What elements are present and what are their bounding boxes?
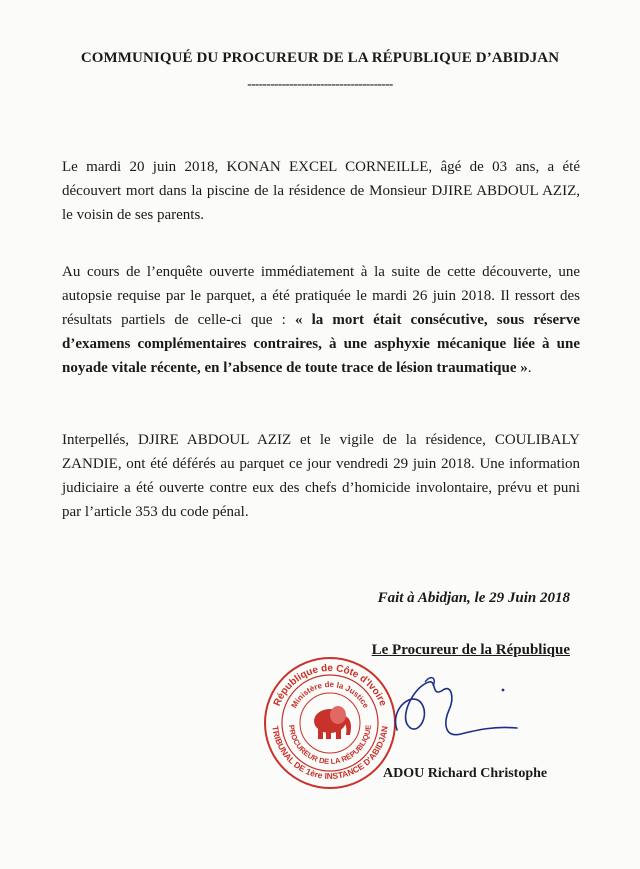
signatory-title: Le Procureur de la République bbox=[371, 642, 570, 658]
stamp-lower-text: TRIBUNAL DE 1ère INSTANCE D'ABIDJAN bbox=[270, 725, 390, 782]
signatory-name: ADOU Richard Christophe bbox=[383, 766, 548, 781]
stamp-center-text: PROCUREUR DE LA RÉPUBLIQUE bbox=[286, 724, 374, 767]
elephant-emblem-icon bbox=[314, 706, 351, 739]
document-title: COMMUNIQUÉ DU PROCUREUR DE LA RÉPUBLIQUE D’ABIDJAN bbox=[80, 50, 560, 66]
paragraph-autopsy-intro: Au cours de l’enquête ouverte immédiatement à la suite de cette découverte, une autopsie requise par le parquet, a été pratiquée le mardi 26 juin 2018. Il ressort des résultats partiels de celle-ci que : bbox=[62, 264, 580, 328]
autopsy-quote: « la mort était consécutive, sous réserve d’examens complémentaires contraires, à une asphyxie mécanique liée à une noyade vitale récente, en l’absence de toute trace de lésion traumatique » bbox=[62, 312, 580, 376]
official-stamp bbox=[262, 655, 398, 791]
paragraph-arrests: Interpellés, DJIRE ABDOUL AZIZ et le vigile de la résidence, COULIBALY ZANDIE, ont été déférés au parquet ce jour vendredi 29 juin 2018. Une information judiciaire a été ouverte contre eux des chefs d’homicide involontaire, prévu et puni par l’article 353 du code pénal. bbox=[62, 432, 580, 520]
place-date: Fait à Abidjan, le 29 Juin 2018 bbox=[377, 590, 570, 606]
stamp-outer-text: République de Côte d'Ivoire bbox=[271, 662, 389, 708]
paragraph-discovery: Le mardi 20 juin 2018, KONAN EXCEL CORNEILLE, âgé de 03 ans, a été découvert mort dans la piscine de la résidence de Monsieur DJIRE ABDOUL AZIZ, le voisin de ses parents. bbox=[62, 159, 580, 223]
paragraph-autopsy-end: . bbox=[527, 360, 532, 376]
title-separator: -------------------------------------- bbox=[247, 76, 393, 91]
handwritten-signature bbox=[385, 668, 525, 758]
stamp-inner-text: Ministère de la Justice bbox=[289, 679, 371, 710]
paragraph-autopsy bbox=[62, 260, 580, 380]
